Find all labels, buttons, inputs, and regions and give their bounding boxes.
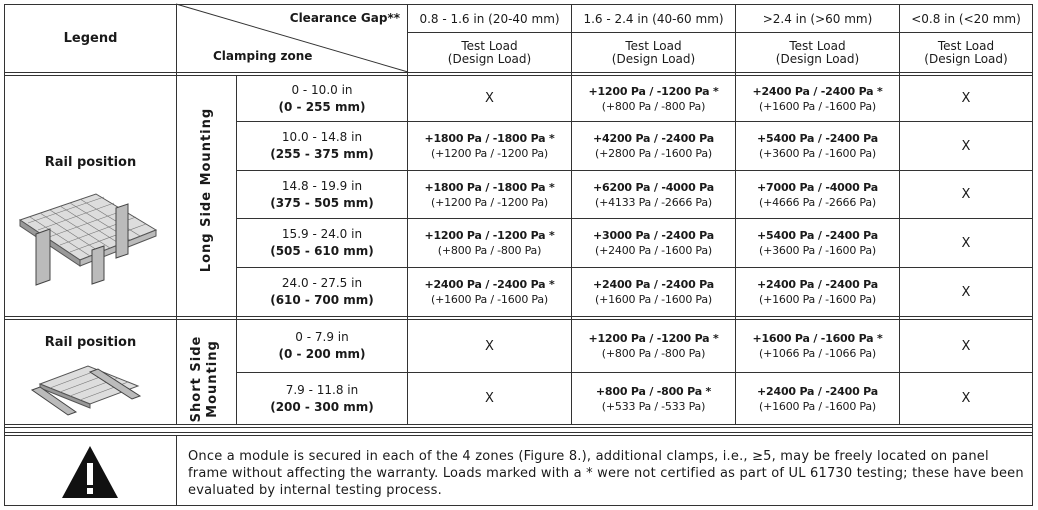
legend-header: Legend: [63, 30, 118, 46]
column-load-header: Test Load (Design Load): [447, 38, 532, 66]
clamping-zone-cell: 14.8 - 19.9 in (375 - 505 mm): [270, 178, 374, 210]
load-value-cell: X: [961, 91, 971, 106]
column-load-header: Test Load (Design Load): [775, 38, 860, 66]
load-value-cell: +5400 Pa / -2400 Pa (+3600 Pa / -1600 Pa): [757, 132, 878, 160]
load-value-cell: +7000 Pa / -4000 Pa (+4666 Pa / -2666 Pa): [757, 180, 878, 209]
load-value-cell: X: [961, 235, 971, 251]
long-side-mounting-label: Long Side Mounting: [199, 107, 214, 273]
column-load-header: Test Load (Design Load): [924, 38, 1008, 66]
load-value-cell: +800 Pa / -800 Pa * (+533 Pa / -533 Pa): [595, 384, 712, 413]
load-value-cell: +1200 Pa / -1200 Pa * (+800 Pa / -800 Pa): [424, 229, 555, 257]
load-value-cell: +1200 Pa / -1200 Pa * (+800 Pa / -800 Pa): [588, 84, 719, 113]
load-value-cell: X: [485, 338, 494, 354]
load-value-cell: +2400 Pa / -2400 Pa * (+1600 Pa / -1600 Pa): [424, 278, 555, 306]
load-value-cell: +1200 Pa / -1200 Pa * (+800 Pa / -800 Pa): [588, 332, 719, 360]
long-side-rail-diagram: [16, 190, 160, 286]
warning-icon: [60, 444, 120, 500]
short-rail-position-label: Rail position: [44, 335, 137, 350]
load-value-cell: X: [961, 284, 971, 300]
load-value-cell: +2400 Pa / -2400 Pa (+1600 Pa / -1600 Pa): [757, 384, 878, 413]
load-value-cell: X: [961, 338, 971, 354]
clamping-zone-cell: 0 - 10.0 in (0 - 255 mm): [278, 82, 366, 114]
column-gap-header: 0.8 - 1.6 in (20-40 mm): [419, 11, 560, 26]
clamping-zone-cell: 0 - 7.9 in (0 - 200 mm): [278, 330, 366, 361]
load-value-cell: X: [485, 391, 494, 406]
column-gap-header: <0.8 in (<20 mm): [911, 11, 1021, 26]
column-gap-header: 1.6 - 2.4 in (40-60 mm): [583, 11, 724, 26]
load-value-cell: +1800 Pa / -1800 Pa * (+1200 Pa / -1200 Pa): [424, 132, 555, 160]
short-side-mounting-label: Short Side Mounting: [189, 335, 220, 423]
clearance-gap-header: Clearance Gap**: [289, 11, 400, 25]
warranty-note: Once a module is secured in each of the 4 zones (Figure 8.), additional clamps, i.e., ≥5, may be freely located on panel frame without affecting the warranty. Loads marked with a * were not certified as part of UL 61730 testing; these have been evaluated by internal testing process.: [188, 449, 1024, 498]
load-value-cell: +2400 Pa / -2400 Pa (+1600 Pa / -1600 Pa): [593, 278, 714, 306]
short-side-rail-diagram: [30, 360, 146, 418]
load-value-cell: X: [485, 91, 494, 106]
load-value-cell: +1600 Pa / -1600 Pa * (+1066 Pa / -1066 Pa): [752, 332, 883, 360]
load-value-cell: +2400 Pa / -2400 Pa * (+1600 Pa / -1600 Pa): [752, 84, 883, 113]
clamping-zone-cell: 10.0 - 14.8 in (255 - 375 mm): [270, 130, 374, 161]
load-value-cell: X: [961, 187, 971, 202]
long-rail-position-label: Rail position: [44, 155, 137, 170]
clamping-zone-header: Clamping zone: [213, 49, 313, 63]
clamping-zone-cell: 7.9 - 11.8 in (200 - 300 mm): [270, 382, 374, 414]
load-value-cell: X: [961, 391, 971, 406]
load-value-cell: +6200 Pa / -4000 Pa (+4133 Pa / -2666 Pa): [593, 180, 714, 209]
column-gap-header: >2.4 in (>60 mm): [762, 11, 873, 26]
load-value-cell: +1800 Pa / -1800 Pa * (+1200 Pa / -1200 Pa): [424, 180, 555, 209]
column-load-header: Test Load (Design Load): [611, 38, 696, 66]
load-value-cell: +4200 Pa / -2400 Pa (+2800 Pa / -1600 Pa): [593, 132, 714, 160]
clamping-zone-cell: 15.9 - 24.0 in (505 - 610 mm): [270, 227, 374, 258]
clamping-zone-cell: 24.0 - 27.5 in (610 - 700 mm): [270, 276, 374, 307]
load-value-cell: +5400 Pa / -2400 Pa (+3600 Pa / -1600 Pa): [757, 229, 878, 257]
load-value-cell: +3000 Pa / -2400 Pa (+2400 Pa / -1600 Pa): [593, 229, 714, 257]
load-value-cell: X: [961, 138, 971, 154]
load-value-cell: +2400 Pa / -2400 Pa (+1600 Pa / -1600 Pa): [757, 278, 878, 306]
